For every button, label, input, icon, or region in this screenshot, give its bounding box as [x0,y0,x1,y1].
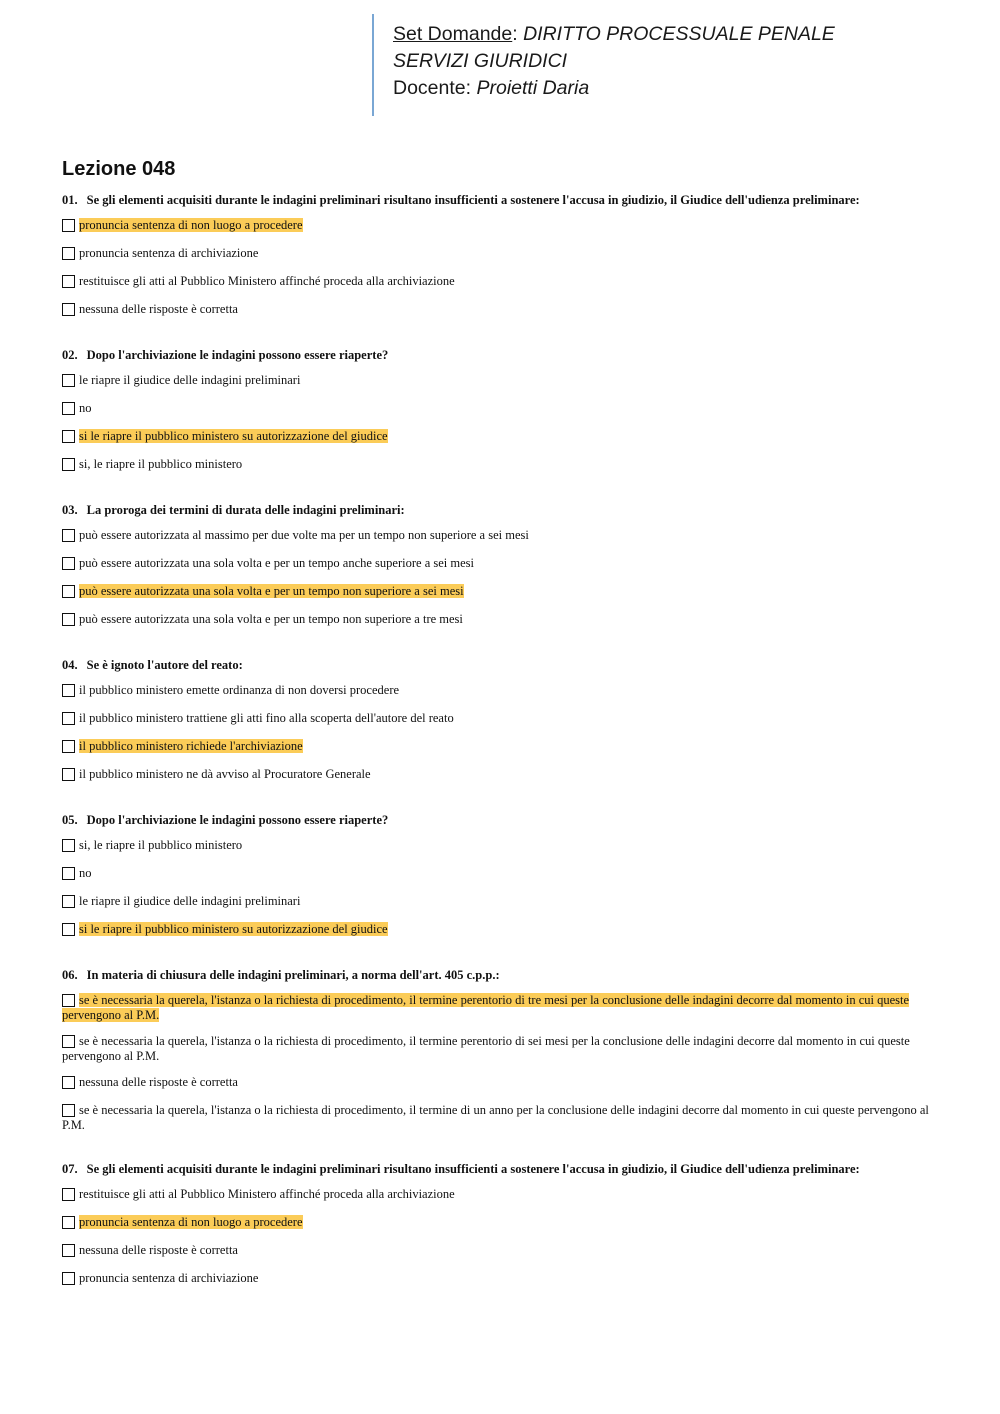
answer-checkbox[interactable] [62,1216,75,1229]
answer-label: nessuna delle risposte è corretta [79,1075,238,1089]
question-item [62,812,932,945]
answer-label: no [79,401,92,415]
answer-option[interactable] [62,241,932,269]
answer-label: le riapre il giudice delle indagini preliminari [79,894,301,908]
answer-label-highlighted: il pubblico ministero richiede l'archiviazione [79,739,303,753]
document-header [393,21,973,102]
question-text [62,657,932,673]
answer-checkbox[interactable] [62,303,75,316]
answer-option[interactable] [62,1070,932,1098]
answer-checkbox[interactable] [62,740,75,753]
answer-option[interactable] [62,579,932,607]
answer-option[interactable] [62,1210,932,1238]
answer-label: le riapre il giudice delle indagini preliminari [79,373,301,387]
answer-option[interactable] [62,833,932,861]
question-item [62,967,932,1139]
question-label: Se gli elementi acquisiti durante le indagini preliminari risultano insufficienti a sostenere l'accusa in giudizio, il Giudice dell'udienza preliminare: [86,1162,860,1176]
set-separator: : [512,23,524,45]
answer-checkbox[interactable] [62,430,75,443]
answer-option[interactable] [62,1029,932,1070]
question-label: In materia di chiusura delle indagini preliminari, a norma dell'art. 405 c.p.p.: [86,968,500,982]
subject-line [393,21,973,48]
teacher-line [393,75,973,102]
answer-checkbox[interactable] [62,219,75,232]
answer-checkbox[interactable] [62,458,75,471]
answer-checkbox[interactable] [62,247,75,260]
answer-option[interactable] [62,452,932,480]
answer-checkbox[interactable] [62,1188,75,1201]
answer-option[interactable] [62,607,932,635]
answer-label: restituisce gli atti al Pubblico Ministero affinché proceda alla archiviazione [79,1187,455,1201]
answer-checkbox[interactable] [62,275,75,288]
answer-checkbox[interactable] [62,557,75,570]
answer-label: nessuna delle risposte è corretta [79,1243,238,1257]
answer-option[interactable] [62,424,932,452]
question-item [62,1161,932,1294]
answer-checkbox[interactable] [62,895,75,908]
answer-label: se è necessaria la querela, l'istanza o la richiesta di procedimento, il termine di un anno per la conclusione delle indagini decorre dal momento in cui queste pervengono al P.M. [62,1103,929,1132]
answer-checkbox[interactable] [62,684,75,697]
question-number: 03. [62,503,78,517]
answer-option[interactable] [62,297,932,325]
answer-option[interactable] [62,213,932,241]
question-text [62,347,932,363]
question-label: La proroga dei termini di durata delle indagini preliminari: [86,503,405,517]
set-label: Set Domande [393,23,513,45]
answer-checkbox[interactable] [62,402,75,415]
question-item [62,502,932,635]
answer-option[interactable] [62,368,932,396]
answer-label: il pubblico ministero trattiene gli atti fino alla scoperta dell'autore del reato [79,711,454,725]
question-text [62,967,932,983]
question-label: Se gli elementi acquisiti durante le indagini preliminari risultano insufficienti a sostenere l'accusa in giudizio, il Giudice dell'udienza preliminare: [86,193,860,207]
answer-option[interactable] [62,523,932,551]
answer-option[interactable] [62,861,932,889]
answer-option[interactable] [62,917,932,945]
answer-label: può essere autorizzata una sola volta e per un tempo anche superiore a sei mesi [79,556,474,570]
teacher-name: Proietti Daria [476,77,590,99]
answer-checkbox[interactable] [62,867,75,880]
answer-label: si, le riapre il pubblico ministero [79,457,243,471]
answer-label-highlighted: può essere autorizzata una sola volta e per un tempo non superiore a sei mesi [79,584,464,598]
answer-checkbox[interactable] [62,1244,75,1257]
answer-label-highlighted: se è necessaria la querela, l'istanza o la richiesta di procedimento, il termine perentorio di tre mesi per la conclusione delle indagini decorre dal momento in cui queste pervengono al P.M. [62,993,910,1022]
question-number: 04. [62,658,78,672]
answer-option[interactable] [62,762,932,790]
answer-checkbox[interactable] [62,1076,75,1089]
question-number: 02. [62,348,78,362]
answer-option[interactable] [62,734,932,762]
answer-option[interactable] [62,1238,932,1266]
answer-option[interactable] [62,706,932,734]
answer-checkbox[interactable] [62,1104,75,1117]
answer-label: se è necessaria la querela, l'istanza o la richiesta di procedimento, il termine perentorio di sei mesi per la conclusione delle indagini decorre dal momento in cui queste pervengono al P.M. [62,1034,910,1063]
answer-checkbox[interactable] [62,768,75,781]
answer-label: può essere autorizzata una sola volta e per un tempo non superiore a tre mesi [79,612,463,626]
question-text [62,192,932,208]
question-item [62,192,932,325]
answer-option[interactable] [62,678,932,706]
question-number: 06. [62,968,78,982]
answer-label: il pubblico ministero ne dà avviso al Procuratore Generale [79,767,371,781]
answer-option[interactable] [62,1182,932,1210]
answer-checkbox[interactable] [62,839,75,852]
question-text [62,812,932,828]
answer-checkbox[interactable] [62,613,75,626]
answer-label: pronuncia sentenza di archiviazione [79,246,259,260]
question-number: 07. [62,1162,78,1176]
answer-checkbox[interactable] [62,712,75,725]
answer-checkbox[interactable] [62,585,75,598]
answer-option[interactable] [62,269,932,297]
question-label: Dopo l'archiviazione le indagini possono essere riaperte? [86,813,389,827]
answer-checkbox[interactable] [62,1272,75,1285]
answer-label: si, le riapre il pubblico ministero [79,838,243,852]
question-number: 01. [62,193,78,207]
answer-label: restituisce gli atti al Pubblico Ministero affinché proceda alla archiviazione [79,274,455,288]
question-text [62,1161,932,1177]
answer-checkbox[interactable] [62,994,75,1007]
teacher-label: Docente: [393,77,477,99]
question-item [62,347,932,480]
lesson-title: Lezione 048 [62,158,176,180]
answer-label: pronuncia sentenza di archiviazione [79,1271,259,1285]
answer-label-highlighted: si le riapre il pubblico ministero su autorizzazione del giudice [79,922,388,936]
answer-checkbox[interactable] [62,923,75,936]
answer-option[interactable] [62,988,932,1029]
course-name: SERVIZI GIURIDICI [393,50,568,72]
answer-checkbox[interactable] [62,529,75,542]
answer-label: no [79,866,92,880]
answer-option[interactable] [62,889,932,917]
answer-label-highlighted: si le riapre il pubblico ministero su autorizzazione del giudice [79,429,388,443]
answer-option[interactable] [62,396,932,424]
question-item [62,657,932,790]
answer-checkbox[interactable] [62,1035,75,1048]
answer-option[interactable] [62,1098,932,1139]
answer-label: può essere autorizzata al massimo per due volte ma per un tempo non superiore a sei mesi [79,528,529,542]
question-text [62,502,932,518]
question-list [62,192,932,1316]
answer-option[interactable] [62,551,932,579]
answer-label-highlighted: pronuncia sentenza di non luogo a procedere [79,218,303,232]
answer-label-highlighted: pronuncia sentenza di non luogo a procedere [79,1215,303,1229]
answer-label: nessuna delle risposte è corretta [79,302,238,316]
subject-name: DIRITTO PROCESSUALE PENALE [523,23,835,45]
question-label: Se è ignoto l'autore del reato: [86,658,243,672]
answer-checkbox[interactable] [62,374,75,387]
question-label: Dopo l'archiviazione le indagini possono essere riaperte? [86,348,389,362]
answer-label: il pubblico ministero emette ordinanza di non doversi procedere [79,683,400,697]
header-divider [372,14,374,116]
question-number: 05. [62,813,78,827]
answer-option[interactable] [62,1266,932,1294]
